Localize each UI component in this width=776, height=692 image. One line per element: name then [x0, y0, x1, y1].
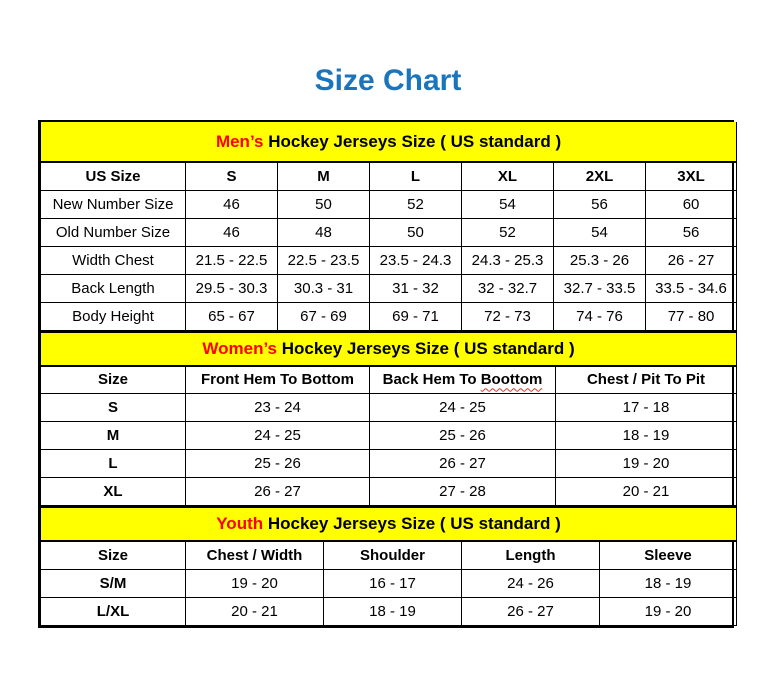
value-cell: 32.7 - 33.5	[554, 274, 646, 302]
value-cell: 24 - 26	[462, 569, 600, 597]
value-cell: 54	[462, 190, 554, 218]
row-label-cell: S	[41, 394, 186, 422]
value-cell: 18 - 19	[600, 569, 737, 597]
value-cell: 67 - 69	[278, 302, 370, 330]
value-cell: 77 - 80	[646, 302, 737, 330]
header-cell: 3XL	[646, 162, 737, 190]
header-row	[41, 366, 737, 394]
value-cell: 24 - 25	[370, 394, 556, 422]
value-cell: 27 - 28	[370, 478, 556, 506]
value-cell: 56	[646, 218, 737, 246]
table-row	[41, 302, 737, 330]
value-cell: 17 - 18	[556, 394, 737, 422]
value-cell: 19 - 20	[556, 450, 737, 478]
value-cell: 60	[646, 190, 737, 218]
section-band-mens	[41, 122, 737, 162]
value-cell: 29.5 - 30.3	[186, 274, 278, 302]
value-cell: 50	[370, 218, 462, 246]
value-cell: 33.5 - 34.6	[646, 274, 737, 302]
value-cell: 31 - 32	[370, 274, 462, 302]
youth-size-table	[40, 506, 737, 626]
value-cell: 54	[554, 218, 646, 246]
value-cell: 25 - 26	[370, 422, 556, 450]
mens-size-table	[40, 122, 737, 331]
row-label-cell: New Number Size	[41, 190, 186, 218]
table-row	[41, 478, 737, 506]
value-cell: 23.5 - 24.3	[370, 246, 462, 274]
row-label-cell: S/M	[41, 569, 186, 597]
row-label-cell: L/XL	[41, 597, 186, 625]
section-band-row	[41, 122, 737, 162]
row-label-cell: XL	[41, 478, 186, 506]
value-cell: 74 - 76	[554, 302, 646, 330]
table-row	[41, 422, 737, 450]
header-cell: Size	[41, 366, 186, 394]
header-cell: L	[370, 162, 462, 190]
header-row	[41, 541, 737, 569]
row-label-cell: Old Number Size	[41, 218, 186, 246]
header-cell: Sleeve	[600, 541, 737, 569]
value-cell: 32 - 32.7	[462, 274, 554, 302]
row-label-cell: Width Chest	[41, 246, 186, 274]
header-cell: 2XL	[554, 162, 646, 190]
table-row	[41, 450, 737, 478]
value-cell: 26 - 27	[462, 597, 600, 625]
table-row	[41, 597, 737, 625]
header-cell: S	[186, 162, 278, 190]
section-band-highlight: Men’s	[215, 131, 264, 151]
section-band-womens	[41, 332, 737, 366]
table-row	[41, 218, 737, 246]
value-cell: 20 - 21	[186, 597, 324, 625]
table-row	[41, 394, 737, 422]
value-cell: 23 - 24	[186, 394, 370, 422]
value-cell: 26 - 27	[646, 246, 737, 274]
value-cell: 48	[278, 218, 370, 246]
value-cell: 52	[370, 190, 462, 218]
header-cell: Length	[462, 541, 600, 569]
value-cell: 20 - 21	[556, 478, 737, 506]
value-cell: 21.5 - 22.5	[186, 246, 278, 274]
value-cell: 18 - 19	[324, 597, 462, 625]
value-cell: 16 - 17	[324, 569, 462, 597]
row-label-cell: Back Length	[41, 274, 186, 302]
value-cell: 18 - 19	[556, 422, 737, 450]
section-band-row	[41, 507, 737, 541]
table-row	[41, 274, 737, 302]
value-cell: 46	[186, 218, 278, 246]
header-cell: Size	[41, 541, 186, 569]
header-cell: US Size	[41, 162, 186, 190]
value-cell: 65 - 67	[186, 302, 278, 330]
row-label-cell: Body Height	[41, 302, 186, 330]
value-cell: 24 - 25	[186, 422, 370, 450]
header-cell: XL	[462, 162, 554, 190]
value-cell: 46	[186, 190, 278, 218]
womens-size-table	[40, 331, 737, 507]
value-cell: 56	[554, 190, 646, 218]
value-cell: 69 - 71	[370, 302, 462, 330]
table-row	[41, 569, 737, 597]
table-row	[41, 190, 737, 218]
section-band-row	[41, 332, 737, 366]
value-cell: 30.3 - 31	[278, 274, 370, 302]
section-band-rest: Hockey Jerseys Size ( US standard )	[277, 338, 575, 358]
row-label-cell: M	[41, 422, 186, 450]
section-band-highlight: Youth	[216, 514, 264, 533]
value-cell: 26 - 27	[186, 478, 370, 506]
header-cell: Back Hem To Boottom	[370, 366, 556, 394]
header-cell: M	[278, 162, 370, 190]
section-band-highlight: Women’s	[202, 338, 277, 358]
value-cell: 50	[278, 190, 370, 218]
value-cell: 24.3 - 25.3	[462, 246, 554, 274]
size-chart-tables	[38, 120, 734, 628]
header-cell: Front Hem To Bottom	[186, 366, 370, 394]
value-cell: 25 - 26	[186, 450, 370, 478]
value-cell: 25.3 - 26	[554, 246, 646, 274]
section-band-rest: Hockey Jerseys Size ( US standard )	[263, 131, 562, 151]
section-band-youth	[41, 507, 737, 541]
misspelled-word: Boottom	[480, 371, 543, 389]
table-row	[41, 246, 737, 274]
page-title: Size Chart	[314, 64, 462, 97]
value-cell: 22.5 - 23.5	[278, 246, 370, 274]
value-cell: 19 - 20	[600, 597, 737, 625]
header-cell: Chest / Width	[186, 541, 324, 569]
section-band-rest: Hockey Jerseys Size ( US standard )	[263, 514, 561, 533]
value-cell: 72 - 73	[462, 302, 554, 330]
row-label-cell: L	[41, 450, 186, 478]
value-cell: 19 - 20	[186, 569, 324, 597]
value-cell: 26 - 27	[370, 450, 556, 478]
header-cell: Shoulder	[324, 541, 462, 569]
header-row	[41, 162, 737, 190]
value-cell: 52	[462, 218, 554, 246]
header-cell: Chest / Pit To Pit	[556, 366, 737, 394]
